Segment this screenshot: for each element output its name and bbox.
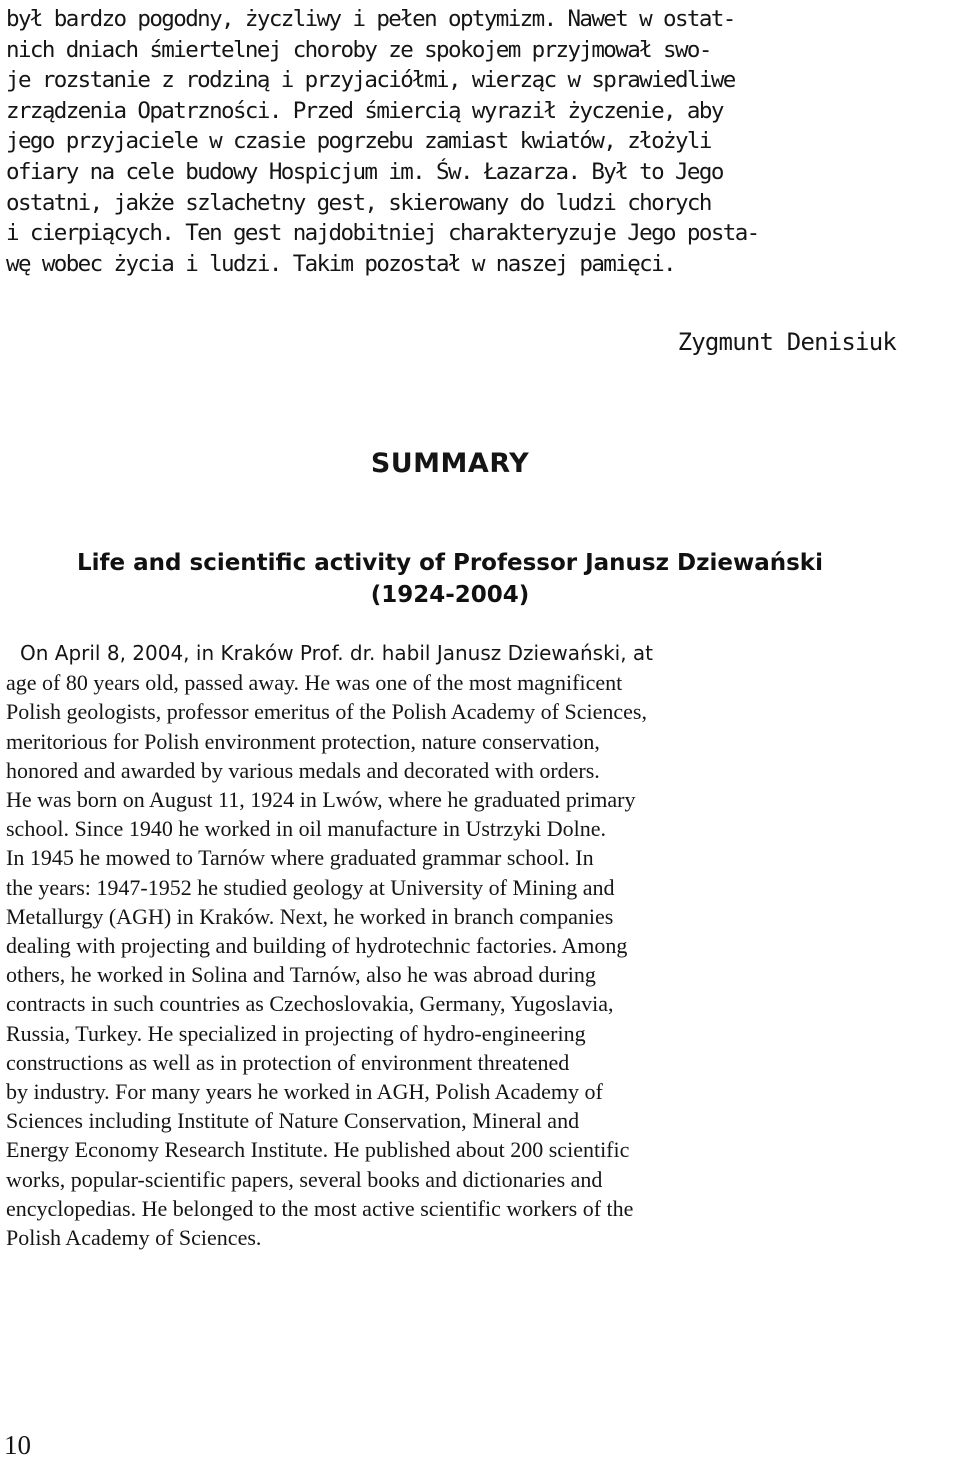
text-line: meritorious for Polish environment protection, nature conservation, (6, 728, 600, 754)
text-line: the years: 1947-1952 he studied geology at University of Mining and (6, 874, 615, 900)
text-line: age of 80 years old, passed away. He was one of the most magnificent (6, 670, 623, 696)
text-line: encyclopedias. He belonged to the most active scientific workers of the (6, 1195, 634, 1221)
text-line: Polish Academy of Sciences. (6, 1225, 262, 1251)
summary-title (0, 547, 900, 611)
text-line: je rozstanie z rodziną i przyjaciółmi, wierząc w sprawiedliwe (6, 67, 735, 94)
text-line: dealing with projecting and building of hydrotechnic factories. Among (6, 933, 628, 959)
text-line: Sciences including Institute of Nature Conservation, Mineral and (6, 1108, 580, 1134)
text-line: by industry. For many years he worked in AGH, Polish Academy of (6, 1079, 603, 1105)
text-line: wę wobec życia i ludzi. Takim pozostał w naszej pamięci. (6, 250, 675, 277)
text-line: He was born on August 11, 1924 in Lwów, where he graduated primary (6, 787, 636, 813)
text-line: i cierpiących. Ten gest najdobitniej charakteryzuje Jego posta- (6, 220, 759, 247)
page-number: 10 (4, 1430, 31, 1460)
text-line: school. Since 1940 he worked in oil manufacture in Ustrzyki Dolne. (6, 816, 606, 842)
text-line: zrządzenia Opatrzności. Przed śmiercią wyraził życzenie, aby (6, 97, 723, 124)
text-line: Energy Economy Research Institute. He published about 200 scientific (6, 1137, 630, 1163)
text-line: Polish geologists, professor emeritus of the Polish Academy of Sciences, (6, 699, 647, 725)
text-line: Russia, Turkey. He specialized in projecting of hydro-engineering (6, 1020, 586, 1046)
text-line: contracts in such countries as Czechoslovakia, Germany, Yugoslavia, (6, 991, 614, 1017)
text-line: honored and awarded by various medals and decorated with orders. (6, 757, 600, 783)
text-line: był bardzo pogodny, życzliwy i pełen optymizm. Nawet w ostat- (6, 6, 735, 32)
summary-body (6, 639, 898, 1252)
summary-title-line: (1924-2004) (370, 582, 530, 608)
text-line: others, he worked in Solina and Tarnów, also he was abroad during (6, 962, 596, 988)
author-signature: Zygmunt Denisiuk (677, 328, 896, 356)
text-line: constructions as well as in protection of environment threatened (6, 1049, 570, 1075)
text-line: works, popular-scientific papers, several books and dictionaries and (6, 1166, 603, 1192)
text-line: ostatni, jakże szlachetny gest, skierowany do ludzi chorych (6, 189, 711, 216)
summary-heading: SUMMARY (370, 448, 530, 479)
summary-title-line: Life and scientific activity of Professor Janusz Dziewański (76, 550, 823, 576)
text-line: In 1945 he mowed to Tarnów where graduated grammar school. In (6, 845, 594, 871)
text-line: ofiary na cele budowy Hospicjum im. Św. Łazarza. Był to Jego (6, 158, 723, 185)
text-line: Metallurgy (AGH) in Kraków. Next, he worked in branch companies (6, 903, 614, 929)
text-line: jego przyjaciele w czasie pogrzebu zamiast kwiatów, złożyli (6, 128, 711, 155)
text-line: nich dniach śmiertelnej choroby ze spokojem przyjmował swo- (6, 36, 711, 63)
polish-paragraph (6, 4, 898, 279)
text-line: On April 8, 2004, in Kraków Prof. dr. habil Janusz Dziewański, at (20, 641, 654, 665)
